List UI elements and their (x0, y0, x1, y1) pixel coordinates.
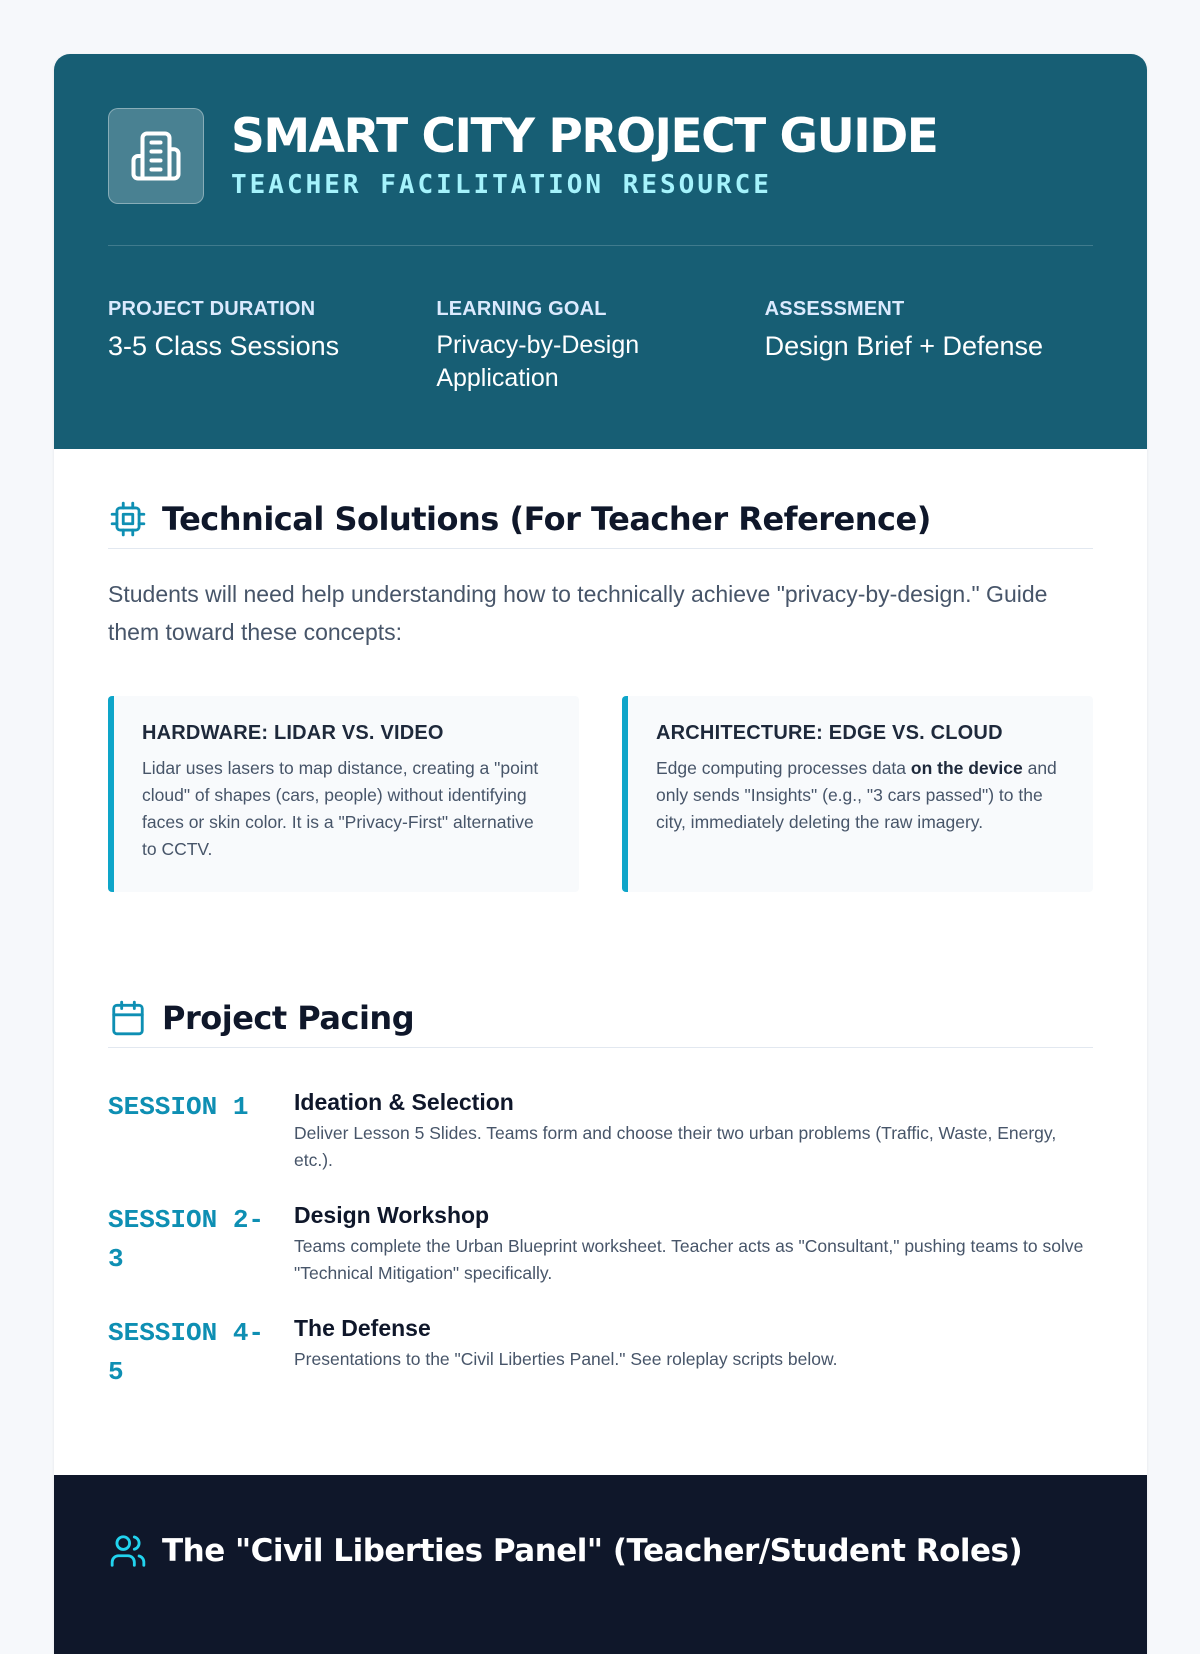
meta-value: Privacy-by-Design Application (436, 331, 640, 392)
meta-duration (108, 298, 436, 395)
concept-card-title: ARCHITECTURE: EDGE VS. CLOUD (656, 722, 1003, 744)
guide-card (54, 54, 1147, 1654)
session-item (108, 1314, 1093, 1392)
meta-label: ASSESSMENT (764, 298, 905, 320)
session-item (108, 1201, 1093, 1287)
meta-value: Design Brief + Defense (764, 331, 1044, 361)
meta-label: LEARNING GOAL (436, 298, 607, 320)
pacing-section (54, 988, 1147, 1392)
session-label: SESSION 1 (108, 1092, 249, 1122)
session-title: Ideation & Selection (294, 1089, 514, 1115)
session-desc: Deliver Lesson 5 Slides. Teams form and choose their two urban problems (Traffic, Waste, Energy, etc.). (294, 1123, 1057, 1170)
text-segment: and only sends "Insights" (e.g., "3 cars passed") to the city, immediately deleting the raw imagery. (656, 758, 1057, 832)
text-segment: Edge computing processes data (656, 758, 911, 778)
concept-card-title: HARDWARE: LIDAR VS. VIDEO (142, 722, 444, 744)
panel-section (54, 1475, 1147, 1654)
concept-card-text: Lidar uses lasers to map distance, creating a "point cloud" of shapes (cars, people) without identifying faces or skin color. It is a "Privacy-First" alternative to CCTV. (142, 758, 539, 859)
concept-card-edge (622, 696, 1093, 892)
session-desc: Presentations to the "Civil Liberties Panel." See roleplay scripts below. (294, 1349, 838, 1369)
session-item (108, 1088, 1093, 1174)
building-icon (108, 108, 204, 204)
page-title: SMART CITY PROJECT GUIDE (231, 109, 938, 164)
technical-section (54, 489, 1147, 892)
chip-icon (108, 499, 148, 539)
session-desc: Teams complete the Urban Blueprint worksheet. Teacher acts as "Consultant," pushing teams to solve "Technical Mitigation" specifically. (294, 1236, 1084, 1283)
session-title: The Defense (294, 1315, 431, 1341)
calendar-icon (108, 998, 148, 1038)
emphasis-text: on the device (910, 758, 1023, 778)
meta-assessment (765, 298, 1093, 395)
session-label: SESSION 4-5 (108, 1318, 265, 1387)
meta-goal (436, 298, 764, 395)
session-title: Design Workshop (294, 1202, 490, 1228)
guide-header (54, 54, 1147, 449)
session-list (108, 1088, 1093, 1392)
header-divider (108, 245, 1093, 246)
page-subtitle: TEACHER FACILITATION RESOURCE (231, 170, 772, 200)
meta-label: PROJECT DURATION (108, 298, 316, 320)
concept-card-text (656, 755, 1065, 836)
session-label: SESSION 2-3 (108, 1205, 265, 1274)
technical-heading (108, 489, 1093, 549)
section-title: Project Pacing (162, 998, 415, 1037)
pacing-heading (108, 988, 1093, 1048)
concept-cards (108, 696, 1093, 892)
section-title: The "Civil Liberties Panel" (Teacher/Student Roles) (162, 1533, 1023, 1569)
users-icon (108, 1531, 148, 1571)
meta-row (108, 298, 1093, 395)
section-title: Technical Solutions (For Teacher Reference) (162, 499, 931, 538)
panel-heading (108, 1531, 1093, 1571)
technical-intro: Students will need help understanding how to technically achieve "privacy-by-design." Guide them toward these concepts: (108, 581, 1048, 645)
concept-card-lidar (108, 696, 579, 892)
meta-value: 3-5 Class Sessions (108, 331, 340, 361)
brand (108, 108, 1093, 204)
